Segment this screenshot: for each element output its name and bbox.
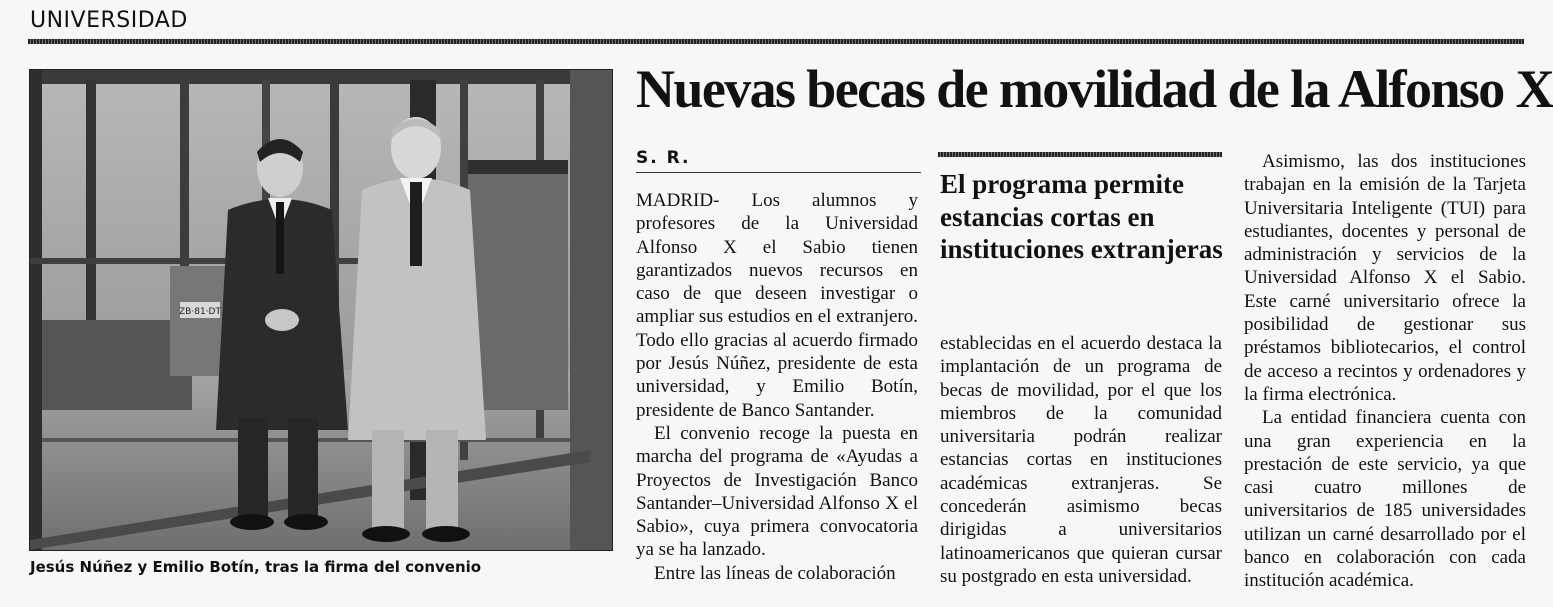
paragraph: El convenio recoge la puesta en marcha del programa de «Ayudas a Proyectos de Investigación Banco Santander–Universidad Alfonso X el Sabio», cuya primera convocatoria ya se ha lanzado. xyxy=(636,422,918,561)
paragraph: La entidad financiera cuenta con una gran experiencia en la prestación de este servicio, ya que casi cuatro millones de universitarios de 185 universidades utilizan un carné desarrollado por el banco en colaboración con cada institución académica. xyxy=(1244,407,1526,592)
paragraph: Entre las líneas de colaboración xyxy=(654,562,896,584)
headline: Nuevas becas de movilidad de la Alfonso X xyxy=(636,59,1553,119)
subhead: El programa permite estancias cortas en instituciones extranjeras xyxy=(940,169,1223,264)
section-label: UNIVERSIDAD xyxy=(30,8,188,33)
paragraph: MADRID- Los alumnos y profesores de la Universidad Alfonso X el Sabio tienen garantizados nuevos recursos en caso de que deseen investigar o ampliar sus estudios en el extranjero. Todo ello gracias al acuerdo firmado por Jesús Núñez, presidente de esta universidad, y Emilio Botín, presidente de Banco Santander. xyxy=(636,190,918,421)
byline-rule xyxy=(636,172,921,173)
license-plate: ZB·81·DT xyxy=(179,307,221,317)
subhead-rule xyxy=(938,152,1222,157)
photo-caption: Jesús Núñez y Emilio Botín, tras la firma del convenio xyxy=(30,558,482,576)
paragraph: Asimismo, las dos instituciones trabajan en la emisión de la Tarjeta Universitaria Inteligente (TUI) para estudiantes, docentes y personal de administración y servicios de la Universidad Alfonso X el Sabio. Este carné universitario ofrece la posibilidad de gestionar sus préstamos bibliotecarios, el control de acceso a recintos y ordenadores y la firma electrónica. xyxy=(1244,151,1526,405)
paragraph: establecidas en el acuerdo destaca la implantación de un programa de becas de movilidad, por el que los miembros de la comunidad universitaria podrán realizar estancias cortas en instituciones académicas extranjeras. Se concederán asimismo becas dirigidas a universitarios latinoamericanos que quieran cursar su postgrado en esta universidad. xyxy=(940,333,1222,587)
byline: S. R. xyxy=(636,148,691,168)
news-photo xyxy=(29,69,613,551)
article-column-3 xyxy=(1244,150,1526,593)
article-column-2 xyxy=(940,332,1222,588)
article-column-1 xyxy=(636,189,918,585)
section-rule xyxy=(28,39,1524,44)
